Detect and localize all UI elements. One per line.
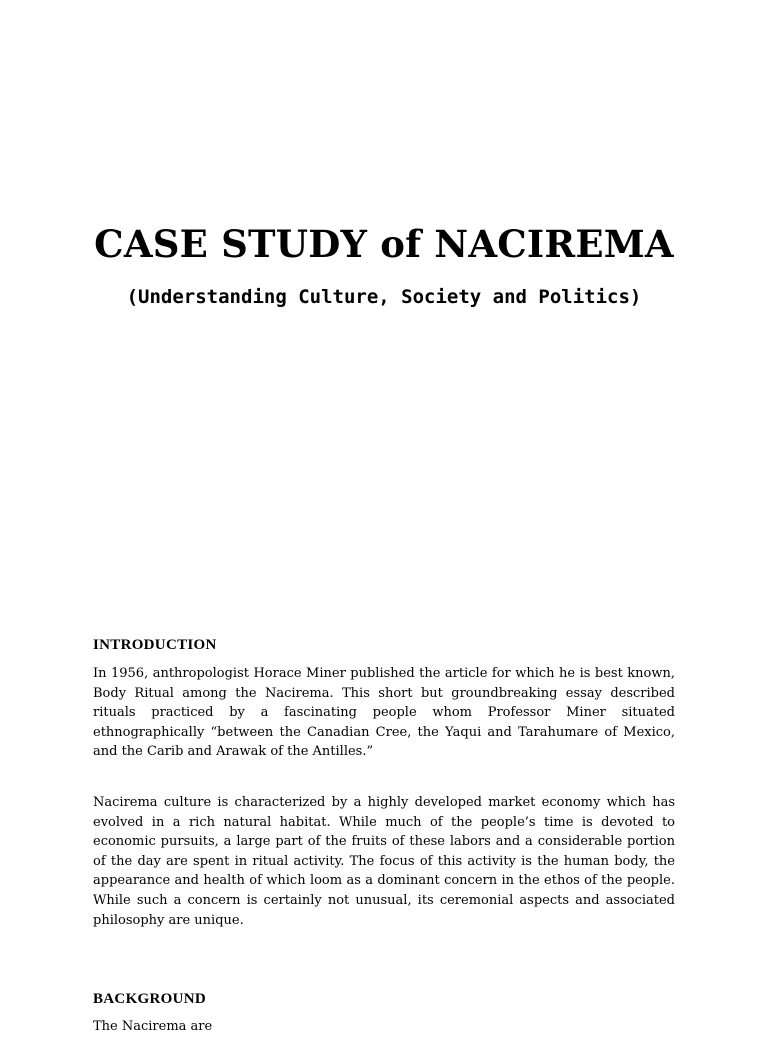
introduction-paragraph-2: Nacirema culture is characterized by a highly developed market economy which has evolved in a rich natural habitat. While much of the people’s time is devoted to economic pursuits, a large part of the fruits of these labors and a considerable portion of the day are spent in ritual activity. The focus of this activity is the human body, the appearance and health of which loom as a dominant concern in the ethos of the people. While such a concern is certainly not unusual, its ceremonial aspects and associated philosophy are unique. bbox=[93, 795, 675, 928]
document-title: CASE STUDY of NACIREMA bbox=[94, 222, 674, 266]
section-heading-introduction: INTRODUCTION bbox=[93, 637, 217, 653]
section-heading-background: BACKGROUND bbox=[93, 991, 207, 1007]
introduction-paragraph-1: In 1956, anthropologist Horace Miner published the article for which he is best known, Body Ritual among the Nacirema. This short but groundbreaking essay described rituals practiced by a fascinating people whom Professor Miner situated ethnographically “between the Canadian Cree, the Yaqui and Tarahumare of Mexico, and the Carib and Arawak of the Antilles.” bbox=[93, 666, 675, 760]
document-subtitle: (Understanding Culture, Society and Politics) bbox=[126, 286, 642, 308]
background-paragraph-1: The Nacirema are bbox=[93, 1019, 213, 1034]
